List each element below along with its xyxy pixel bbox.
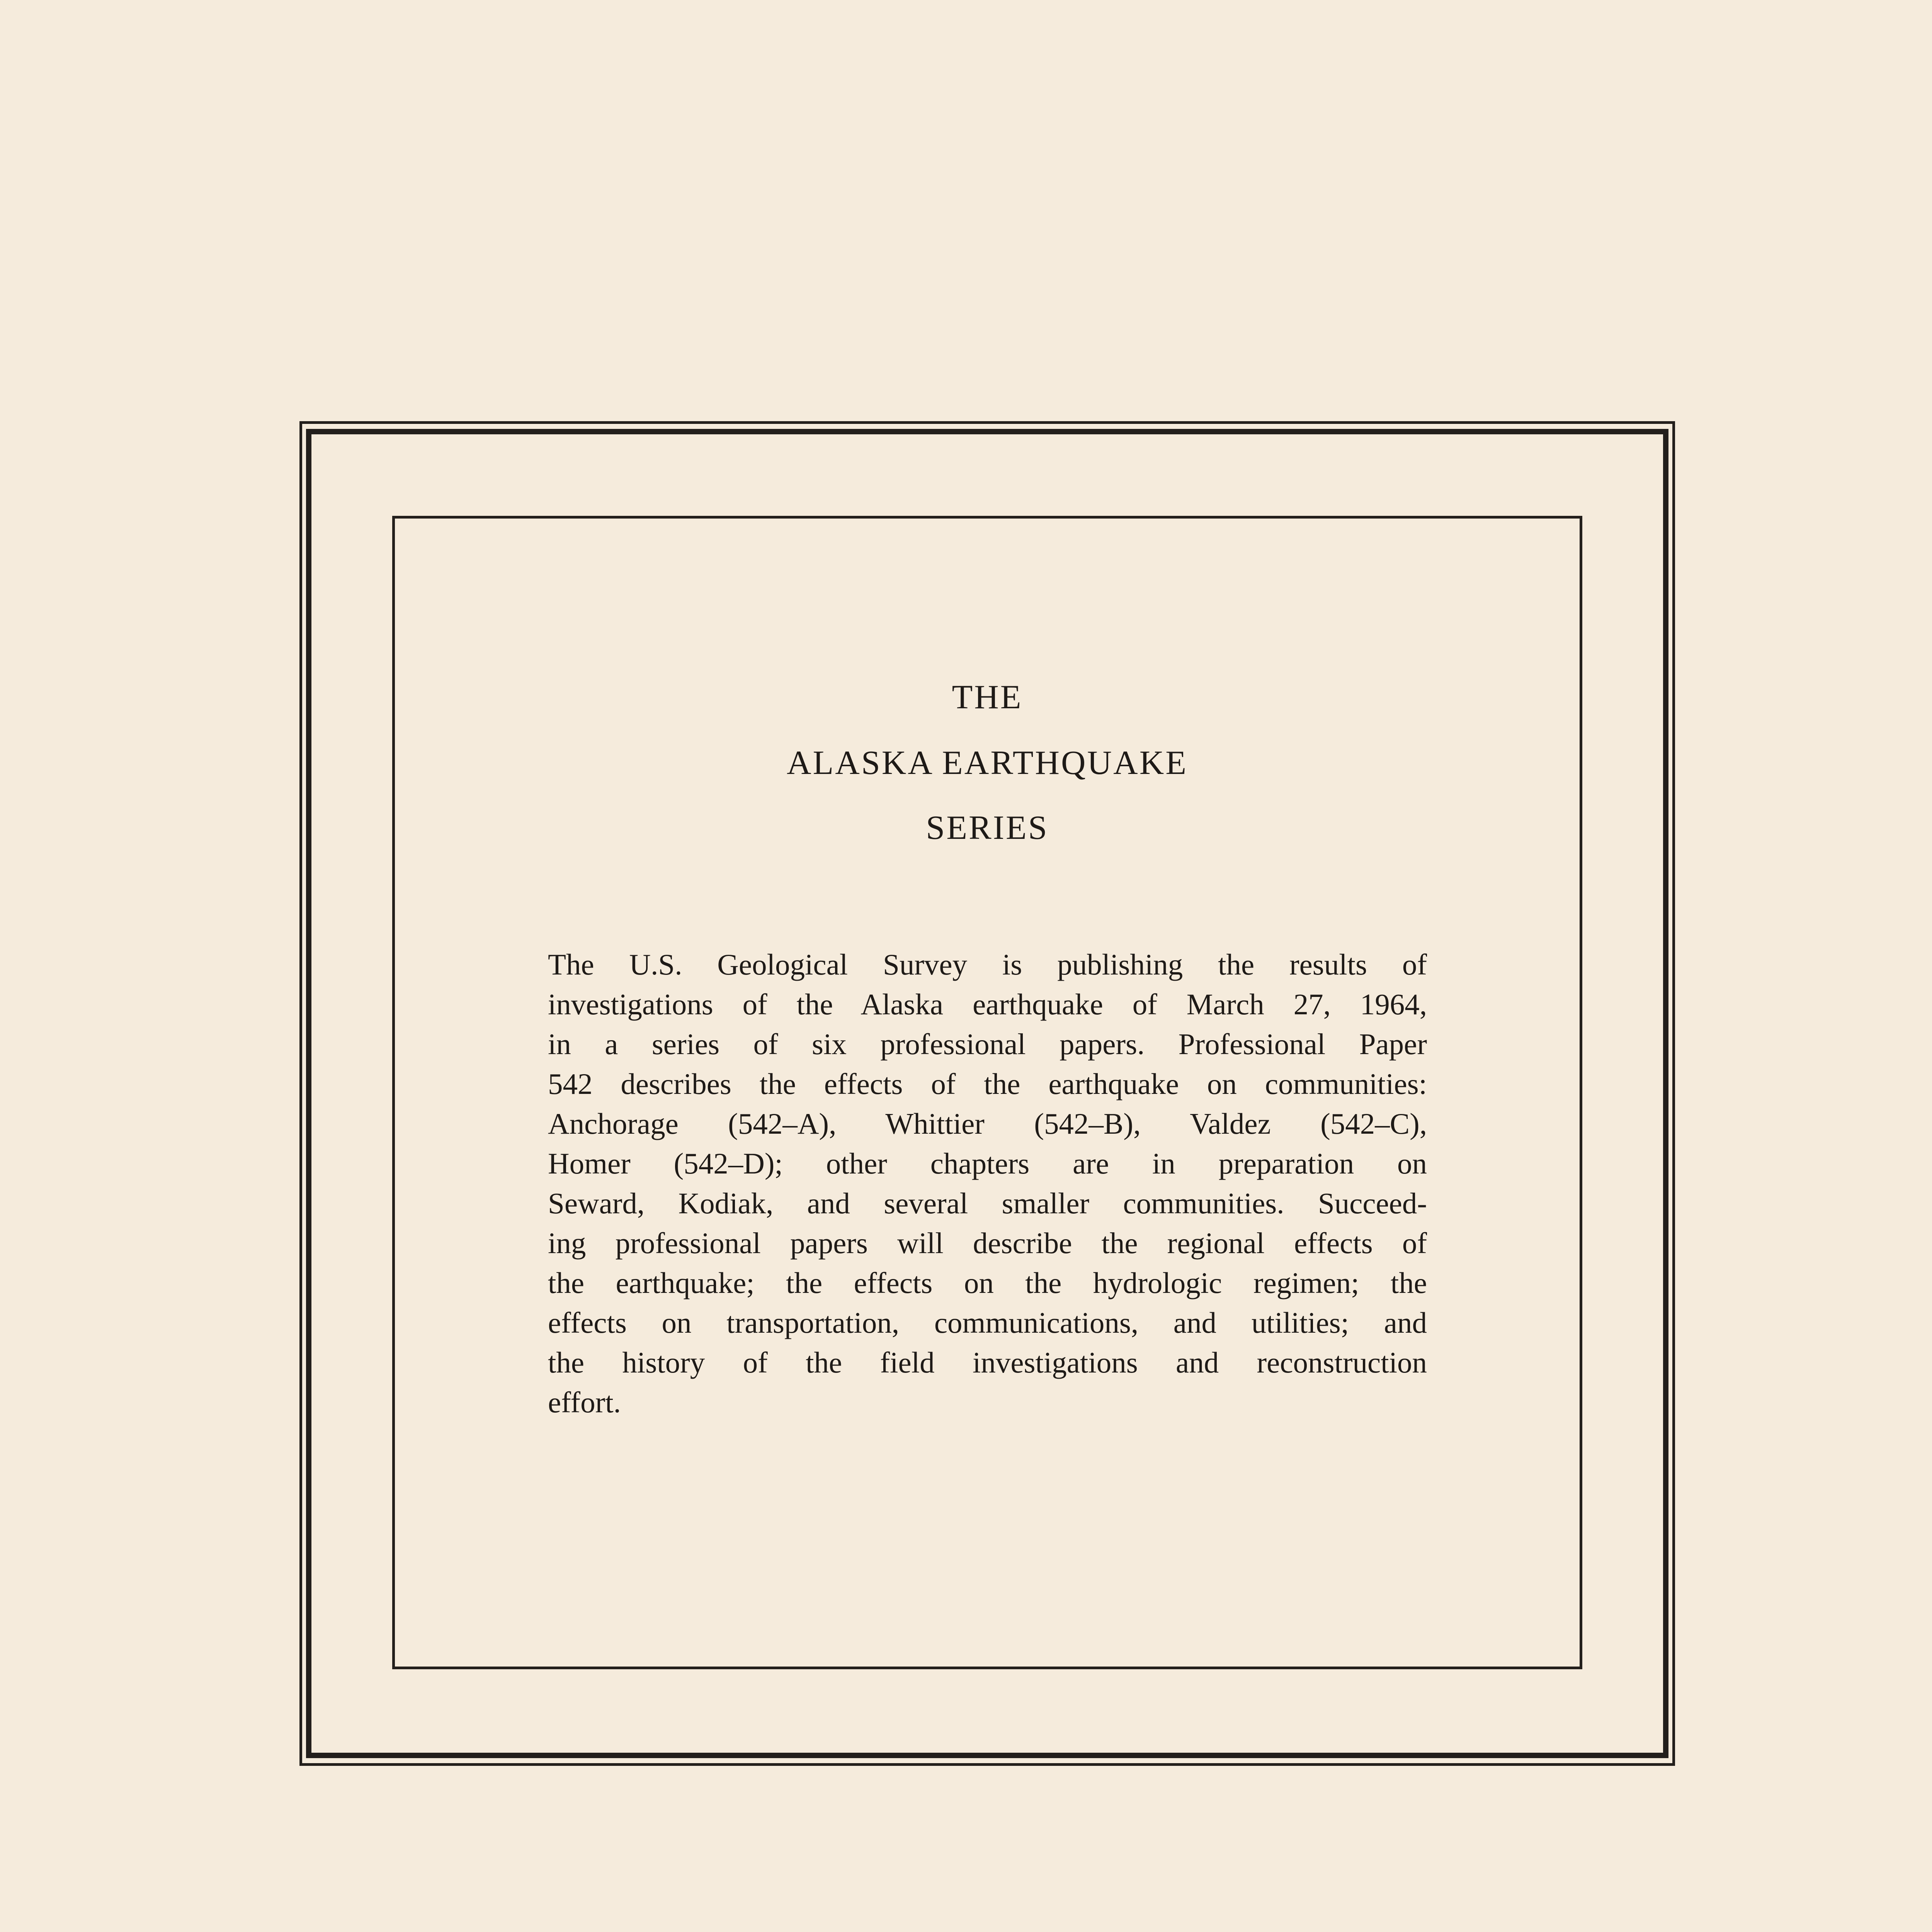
- description-line: Anchorage (542–A), Whittier (542–B), Valdez (542–C),: [548, 1107, 1427, 1140]
- description-line: effort.: [548, 1386, 621, 1419]
- description-line: The U.S. Geological Survey is publishing the results of: [548, 948, 1427, 981]
- description-line: the earthquake; the effects on the hydrologic regimen; the: [548, 1266, 1427, 1299]
- description-line: Homer (542–D); other chapters are in preparation on: [548, 1147, 1427, 1180]
- series-description: [548, 945, 1427, 1422]
- description-line: the history of the field investigations and reconstruction: [548, 1346, 1427, 1379]
- description-line: 542 describes the effects of the earthquake on communities:: [548, 1067, 1427, 1100]
- series-title-line-3: SERIES: [926, 809, 1049, 847]
- description-line: effects on transportation, communications, and utilities; and: [548, 1306, 1427, 1339]
- description-line: investigations of the Alaska earthquake of March 27, 1964,: [548, 988, 1427, 1021]
- description-line: Seward, Kodiak, and several smaller communities. Succeed-: [548, 1187, 1427, 1220]
- description-line: in a series of six professional papers. Professional Paper: [548, 1027, 1427, 1061]
- series-title-line-2: ALASKA EARTHQUAKE: [786, 744, 1188, 782]
- description-line: ing professional papers will describe the regional effects of: [548, 1226, 1427, 1260]
- series-title-line-1: THE: [952, 679, 1023, 716]
